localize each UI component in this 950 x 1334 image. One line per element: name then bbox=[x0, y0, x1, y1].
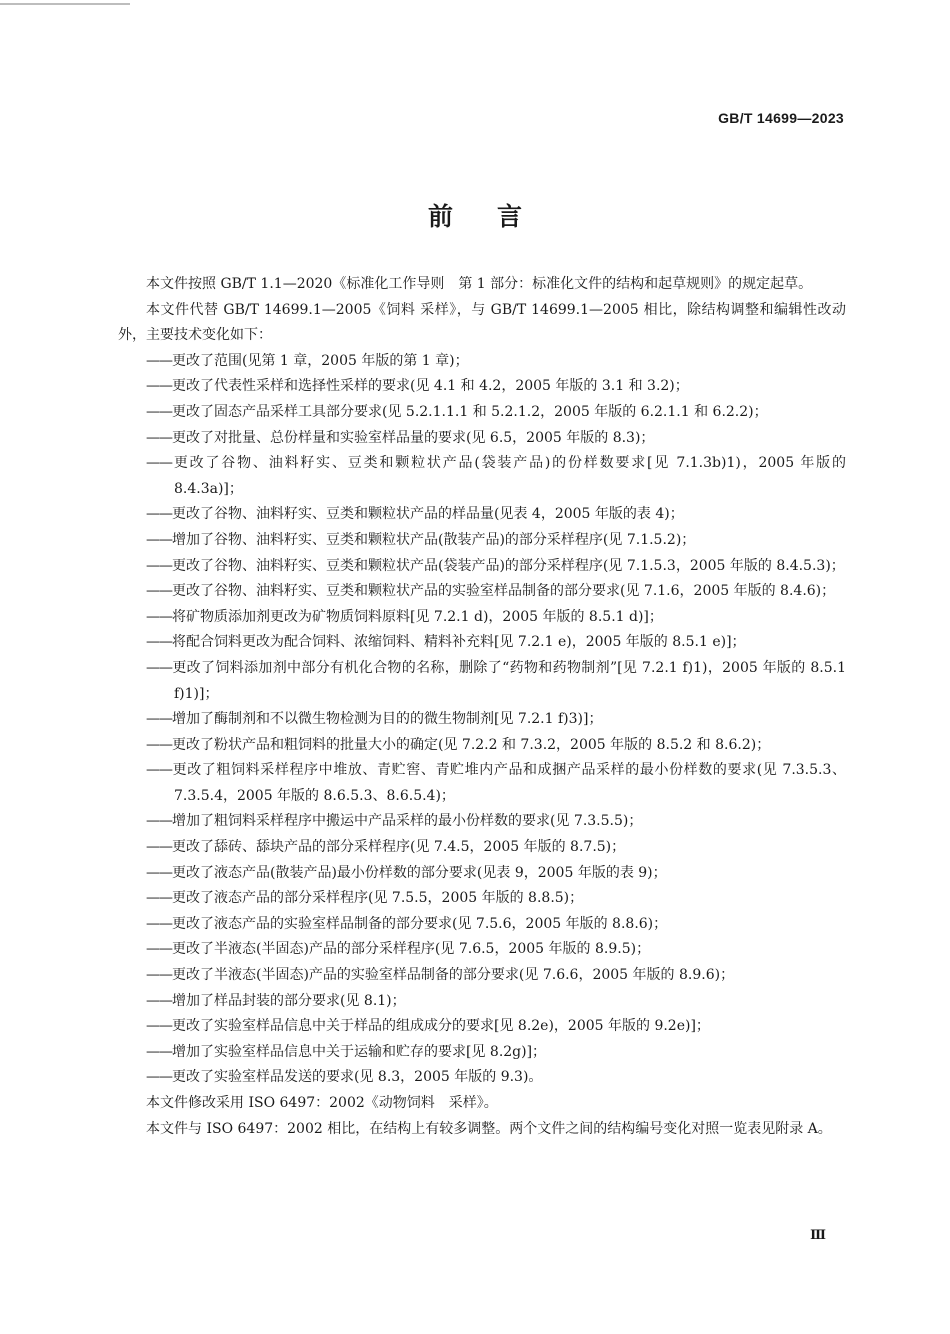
dash: —— bbox=[146, 506, 172, 523]
dash: —— bbox=[146, 429, 172, 446]
list-item-text: 增加了谷物、油料籽实、豆类和颗粒状产品(散装产品)的部分采样程序(见 7.1.5.2)； bbox=[172, 531, 696, 548]
list-item-text: 更改了液态产品的实验室样品制备的部分要求(见 7.5.6，2005 年版的 8.8.6)； bbox=[172, 915, 668, 932]
list-item bbox=[118, 656, 846, 707]
title-char-2: 言 bbox=[497, 202, 523, 231]
page-number: Ⅲ bbox=[810, 1228, 826, 1243]
list-item-text: 将矿物质添加剂更改为矿物质饲料原料[见 7.2.1 d)，2005 年版的 8.5.1 d)]； bbox=[172, 608, 663, 625]
list-item-text: 增加了实验室样品信息中关于运输和贮存的要求[见 8.2g)]； bbox=[172, 1043, 547, 1060]
list-item-text: 更改了半液态(半固态)产品的部分采样程序(见 7.6.5，2005 年版的 8.9.5)； bbox=[172, 941, 651, 958]
list-item bbox=[118, 886, 846, 912]
list-item-text: 更改了范围(见第 1 章，2005 年版的第 1 章)； bbox=[172, 352, 469, 369]
dash: —— bbox=[146, 1069, 172, 1086]
list-item-text: 更改了液态产品的部分采样程序(见 7.5.5，2005 年版的 8.8.5)； bbox=[172, 890, 584, 907]
dash: —— bbox=[146, 403, 172, 420]
list-item bbox=[118, 605, 846, 631]
list-item bbox=[118, 554, 846, 580]
dash: —— bbox=[146, 1043, 172, 1060]
title-char-1: 前 bbox=[427, 202, 453, 231]
list-item bbox=[118, 426, 846, 452]
closing-paragraph: 本文件与 ISO 6497：2002 相比，在结构上有较多调整。两个文件之间的结构编号变化对照一览表见附录 A。 bbox=[146, 1120, 832, 1137]
dash: —— bbox=[146, 967, 172, 984]
list-item bbox=[118, 349, 846, 375]
dash: —— bbox=[146, 839, 172, 856]
change-list bbox=[118, 349, 846, 1091]
list-item bbox=[118, 1014, 846, 1040]
standard-number: GB/T 14699—2023 bbox=[718, 110, 844, 126]
list-item bbox=[118, 989, 846, 1015]
closing-paragraph: 本文件修改采用 ISO 6497：2002《动物饲料 采样》。 bbox=[146, 1095, 498, 1111]
list-item bbox=[118, 707, 846, 733]
dash: —— bbox=[146, 890, 172, 907]
page-title bbox=[0, 197, 950, 233]
list-item bbox=[118, 579, 846, 605]
list-item bbox=[118, 451, 846, 502]
list-item bbox=[118, 758, 846, 809]
list-item bbox=[118, 374, 846, 400]
dash: —— bbox=[146, 941, 172, 958]
list-item bbox=[118, 1065, 846, 1091]
list-item-text: 更改了谷物、油料籽实、豆类和颗粒状产品的样品量(见表 4，2005 年版的表 4)； bbox=[172, 506, 684, 523]
dash: —— bbox=[146, 762, 172, 779]
dash: —— bbox=[146, 455, 172, 472]
list-item bbox=[118, 809, 846, 835]
dash: —— bbox=[146, 608, 172, 625]
dash: —— bbox=[146, 711, 172, 728]
list-item-text: 更改了固态产品采样工具部分要求(见 5.2.1.1.1 和 5.2.1.2，2005 年版的 6.2.1.1 和 6.2.2)； bbox=[172, 403, 768, 420]
list-item bbox=[118, 528, 846, 554]
dash: —— bbox=[146, 352, 172, 369]
list-item-text: 更改了代表性采样和选择性采样的要求(见 4.1 和 4.2，2005 年版的 3.1 和 3.2)； bbox=[172, 378, 689, 395]
list-item bbox=[118, 912, 846, 938]
list-item-text: 增加了酶制剂和不以微生物检测为目的的微生物制剂[见 7.2.1 f)3)]； bbox=[172, 711, 603, 728]
list-item-text: 更改了对批量、总份样量和实验室样品量的要求(见 6.5，2005 年版的 8.3)； bbox=[172, 429, 655, 446]
list-item-text: 更改了粉状产品和粗饲料的批量大小的确定(见 7.2.2 和 7.3.2，2005 年版的 8.5.2 和 8.6.2)； bbox=[172, 736, 771, 753]
dash: —— bbox=[146, 864, 172, 881]
list-item-text: 更改了粗饲料采样程序中堆放、青贮窖、青贮堆内产品和成捆产品采样的最小份样数的要求(见 7.3.5.3、7.3.5.4，2005 年版的 8.6.5.3、8.6.5.4)； bbox=[172, 762, 846, 804]
list-item bbox=[118, 937, 846, 963]
list-item-text: 更改了舔砖、舔块产品的部分采样程序(见 7.4.5，2005 年版的 8.7.5)； bbox=[172, 839, 626, 856]
list-item bbox=[118, 400, 846, 426]
list-item-text: 更改了谷物、油料籽实、豆类和颗粒状产品(袋装产品)的部分采样程序(见 7.1.5.3，2005 年版的 8.4.5.3)； bbox=[172, 557, 845, 574]
list-item bbox=[118, 1040, 846, 1066]
dash: —— bbox=[146, 634, 172, 651]
list-item-text: 更改了实验室样品信息中关于样品的组成成分的要求[见 8.2e)，2005 年版的 9.2e)]； bbox=[172, 1018, 710, 1035]
dash: —— bbox=[146, 583, 172, 600]
intro-paragraph: 本文件代替 GB/T 14699.1—2005《饲料 采样》，与 GB/T 14699.1—2005 相比，除结构调整和编辑性改动外，主要技术变化如下： bbox=[118, 301, 846, 344]
dash: —— bbox=[146, 915, 172, 932]
list-item bbox=[118, 630, 846, 656]
list-item-text: 更改了半液态(半固态)产品的实验室样品制备的部分要求(见 7.6.6，2005 年版的 8.9.6)； bbox=[172, 967, 735, 984]
intro-paragraph: 本文件按照 GB/T 1.1—2020《标准化工作导则 第 1 部分：标准化文件的结构和起草规则》的规定起草。 bbox=[146, 276, 813, 292]
list-item bbox=[118, 502, 846, 528]
dash: —— bbox=[146, 531, 172, 548]
dash: —— bbox=[146, 659, 172, 676]
dash: —— bbox=[146, 378, 172, 395]
list-item-text: 更改了液态产品(散装产品)最小份样数的部分要求(见表 9，2005 年版的表 9)； bbox=[172, 864, 667, 881]
list-item-text: 更改了饲料添加剂中部分有机化合物的名称，删除了“药物和药物制剂”[见 7.2.1 f)1)，2005 年版的 8.5.1 f)1)]； bbox=[172, 659, 846, 702]
list-item-text: 更改了谷物、油料籽实、豆类和颗粒状产品的实验室样品制备的部分要求(见 7.1.6，2005 年版的 8.4.6)； bbox=[172, 583, 836, 600]
list-item-text: 更改了谷物、油料籽实、豆类和颗粒状产品(袋装产品)的份样数要求[见 7.1.3b)1)，2005 年版的 8.4.3a)]； bbox=[172, 455, 846, 497]
list-item-text: 增加了粗饲料采样程序中搬运中产品采样的最小份样数的要求(见 7.3.5.5)； bbox=[172, 813, 643, 830]
list-item-text: 更改了实验室样品发送的要求(见 8.3，2005 年版的 9.3)。 bbox=[172, 1069, 543, 1086]
list-item bbox=[118, 861, 846, 887]
dash: —— bbox=[146, 557, 172, 574]
list-item bbox=[118, 835, 846, 861]
foreword-body bbox=[118, 272, 846, 1142]
list-item bbox=[118, 733, 846, 759]
list-item bbox=[118, 963, 846, 989]
dash: —— bbox=[146, 736, 172, 753]
dash: —— bbox=[146, 813, 172, 830]
dash: —— bbox=[146, 1018, 172, 1035]
list-item-text: 将配合饲料更改为配合饲料、浓缩饲料、精料补充料[见 7.2.1 e)，2005 年版的 8.5.1 e)]； bbox=[172, 634, 746, 651]
dash: —— bbox=[146, 992, 172, 1009]
top-rule bbox=[0, 3, 130, 5]
list-item-text: 增加了样品封装的部分要求(见 8.1)； bbox=[172, 992, 406, 1009]
